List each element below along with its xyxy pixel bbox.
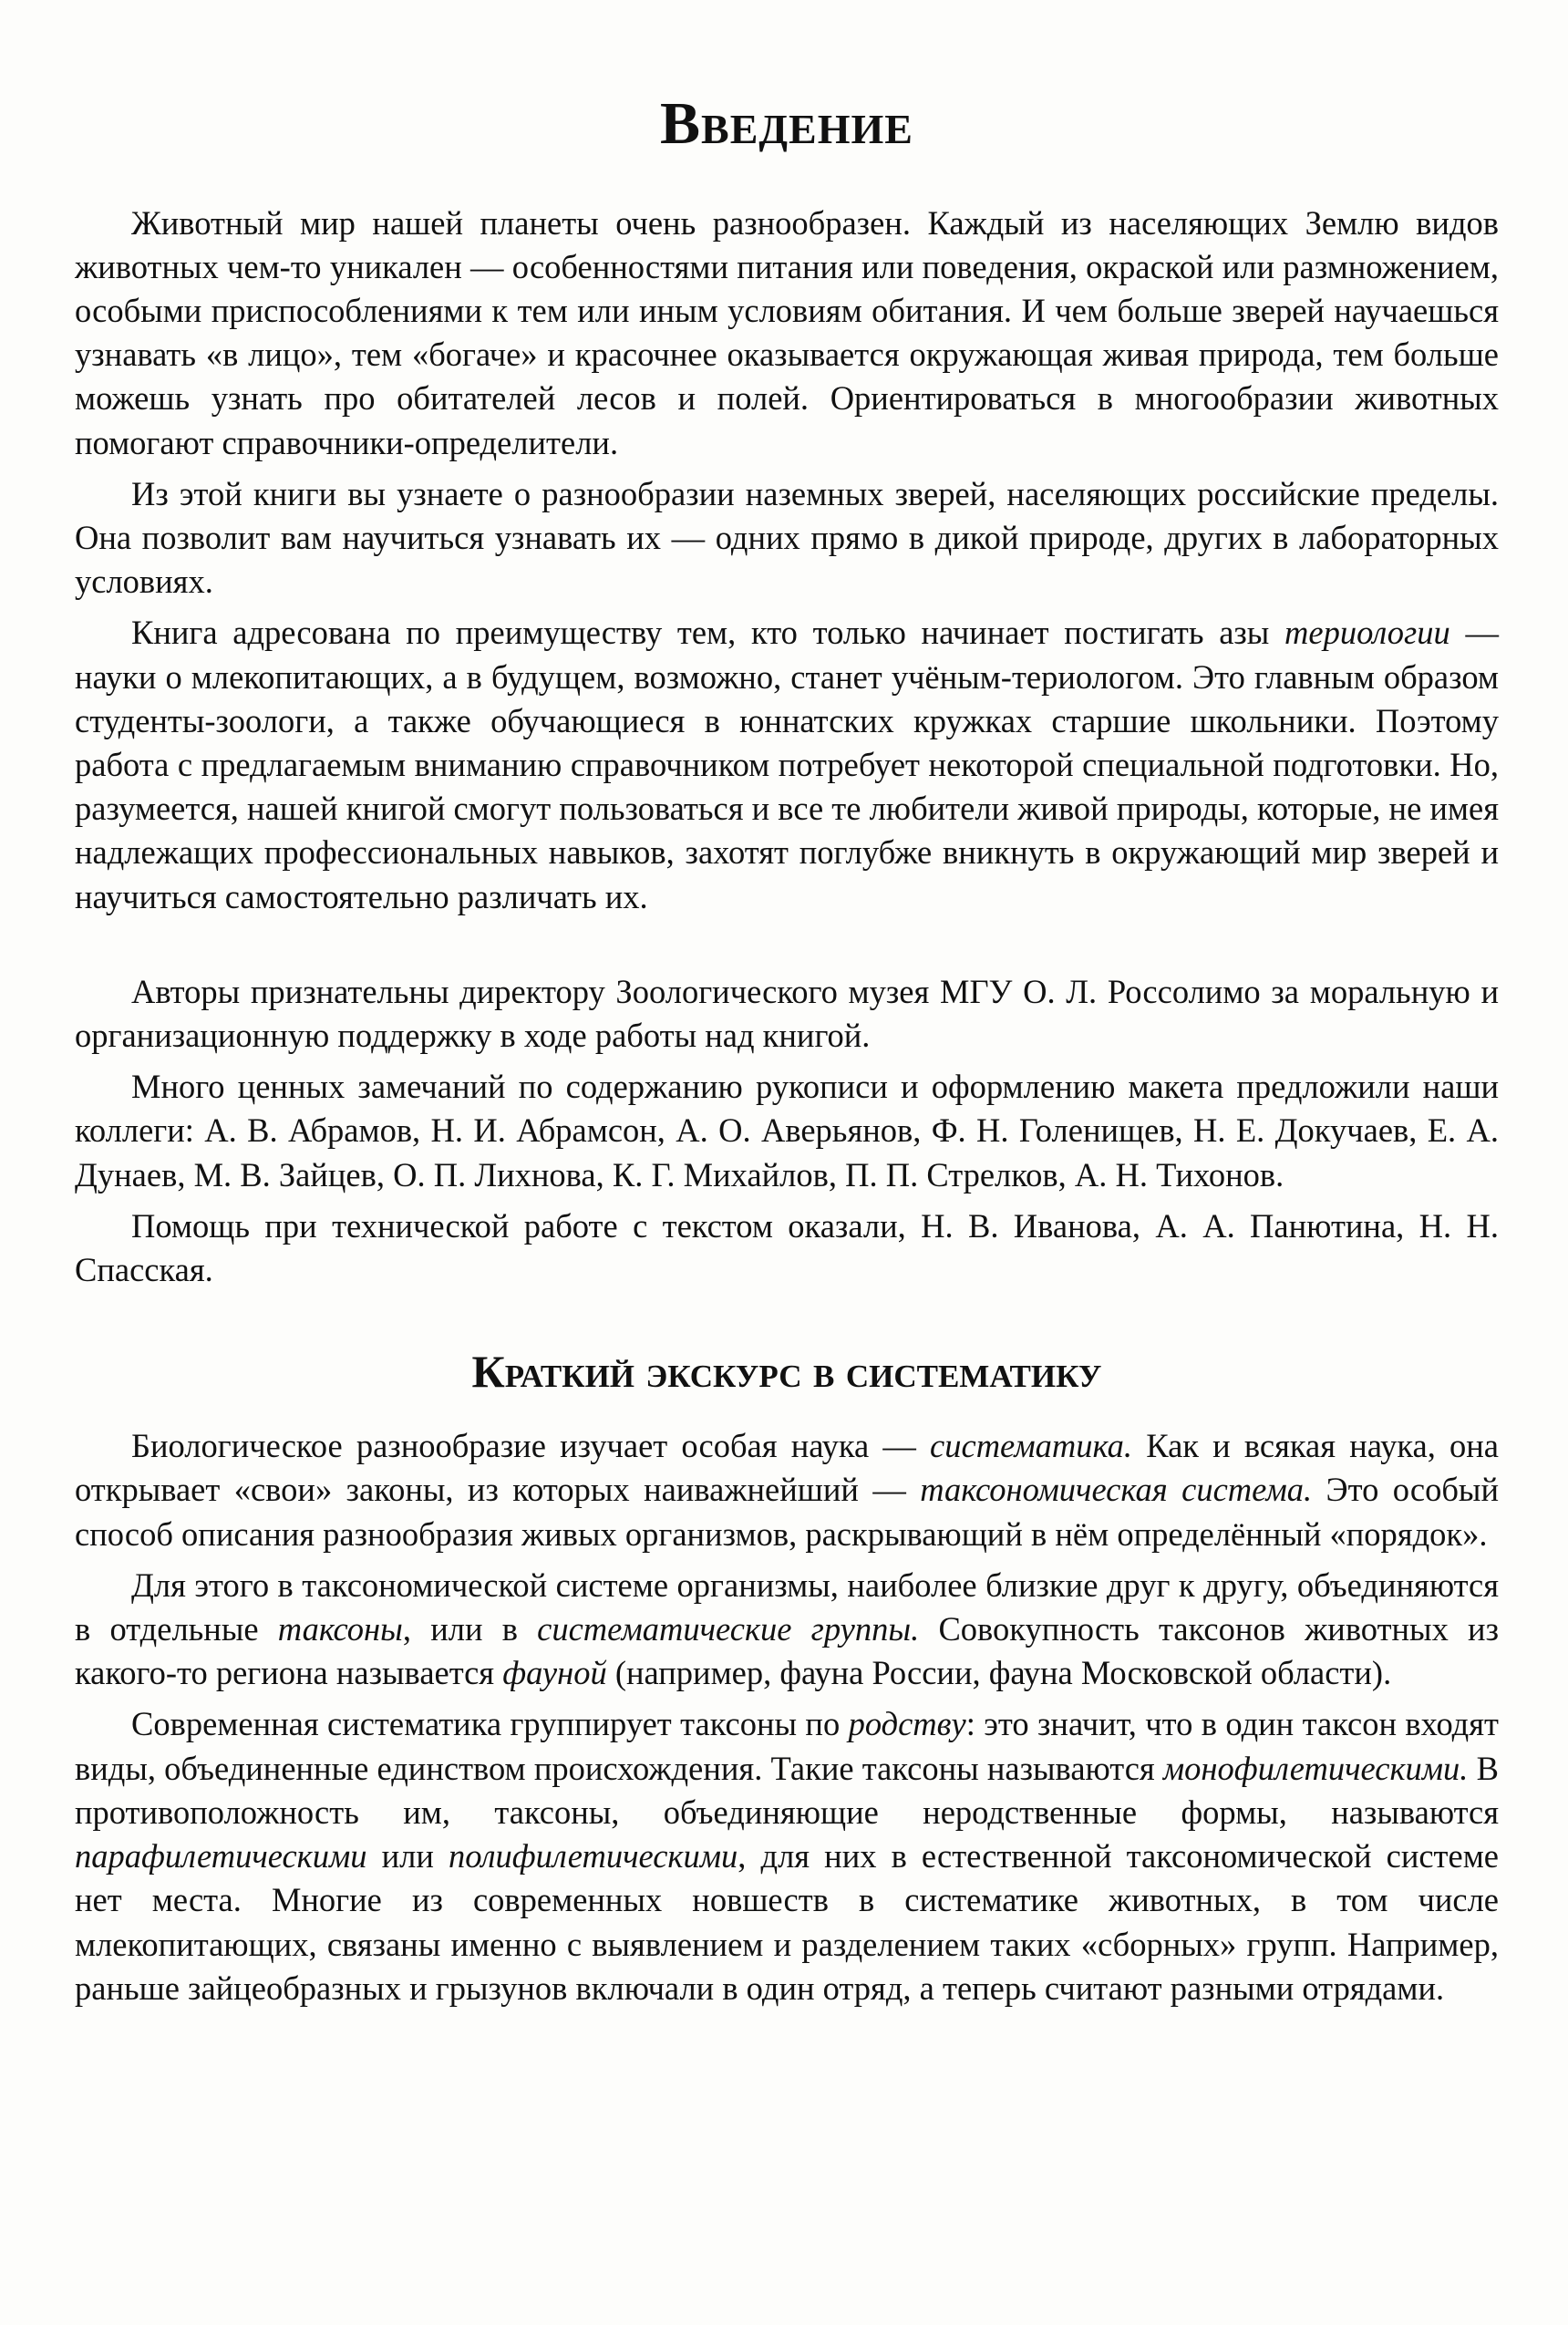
text-run: , для них в естественной таксономической системе нет места. Многие из современных новшеств в систематике животных, в том числе млекопитающих, связаны именно с выявлением и разделением таких «сборных» групп. Например, раньше зайцеобразных и грызунов включали в один отряд, а теперь считают разными отрядами.	[75, 1837, 1500, 2007]
term-kinship: родству	[848, 1705, 966, 1743]
text-run: : это значит, что в один таксон входят виды, объединенные единством происхождения. Такие таксоны называются	[75, 1705, 1499, 1787]
text-run: (например, фауна России, фауна Московской области).	[606, 1654, 1392, 1692]
text-run: Для этого в таксономической системе организмы, наиболее близкие друг к другу, объединяются в отдельные	[75, 1566, 1499, 1648]
text-run: В противоположность им, таксоны, объединяющие неродственные формы, называются	[75, 1749, 1499, 1831]
intro-paragraph-3	[75, 611, 1499, 918]
acknowledgement-paragraph-1: Авторы признательны директору Зоологического музея МГУ О. Л. Россолимо за моральную и организационную поддержку в ходе работы над книгой.	[75, 972, 1499, 1055]
text-run: , или в	[402, 1610, 538, 1648]
term-systematics: систематика.	[930, 1427, 1133, 1465]
term-theriology: териологии	[1284, 614, 1450, 652]
book-page	[75, 91, 1499, 2018]
term-taxonomic-system: таксономическая система.	[920, 1471, 1313, 1509]
intro-paragraph-2: Из этой книги вы узнаете о разнообразии наземных зверей, населяющих российские пределы. Она позволит вам научиться узнавать их — одних прямо в дикой природе, других в лабораторных условиях.	[75, 474, 1499, 601]
systematics-heading: Краткий экскурс в систематику	[471, 1346, 1102, 1398]
systematics-paragraph-2	[75, 1564, 1499, 1696]
term-paraphyletic: парафилетическими	[75, 1837, 367, 1876]
text-run: Совокупность таксонов животных из какого-то региона называется	[75, 1610, 1499, 1692]
acknowledgement-paragraph-2: Много ценных замечаний по содержанию рукописи и оформлению макета предложили наши коллеги: А. В. Абрамов, Н. И. Абрамсон, А. О. Аверьянов, Ф. Н. Голенищев, Н. Е. Докучаев, Е. А. Дунаев, М. В. Зайцев, О. П. Лихнова, К. Г. Михайлов, П. П. Стрелков, А. Н. Тихонов.	[75, 1068, 1499, 1194]
text-run: или	[366, 1837, 449, 1876]
introduction-heading: Введение	[660, 90, 913, 157]
text-run: — науки о млекопитающих, а в будущем, возможно, станет учёным-териологом. Это главным образом студенты-зоологи, а также обучающиеся в юннатских кружках старшие школьники. Поэтому работа с предлагаемым вниманию справочником потребует некоторой специальной подготовки. Но, разумеется, нашей книгой смогут пользоваться и все те любители живой природы, которые, не имея надлежащих профессиональных навыков, захотят поглубже вникнуть в окружающий мир зверей и научиться самостоятельно различать их.	[75, 614, 1500, 915]
text-run: Это особый способ описания разнообразия живых организмов, раскрывающий в нём определённый «порядок».	[75, 1471, 1499, 1553]
systematics-paragraph-3	[75, 1702, 1499, 2010]
text-run: Современная систематика группирует таксоны по	[131, 1705, 849, 1743]
term-taxa: таксоны	[277, 1610, 403, 1648]
term-monophyletic: монофилетическими.	[1162, 1749, 1469, 1787]
term-polyphyletic: полифилетическими	[449, 1837, 738, 1876]
systematics-paragraph-1	[75, 1424, 1499, 1556]
intro-paragraph-1: Животный мир нашей планеты очень разнообразен. Каждый из населяющих Землю видов животных чем-то уникален — особенностями питания или поведения, окраской или размножением, особыми приспособлениями к тем или иным условиям обитания. И чем больше зверей научаешься узнавать «в лицо», тем «богаче» и красочнее оказывается окружающая живая природа, тем больше можешь узнать про обитателей лесов и полей. Ориентироваться в многообразии животных помогают справочники-определители.	[75, 203, 1499, 461]
term-fauna: фауной	[502, 1654, 607, 1692]
text-run: Книга адресована по преимуществу тем, кто только начинает постигать азы	[131, 614, 1285, 652]
text-run: Биологическое разнообразие изучает особая наука —	[131, 1427, 931, 1465]
acknowledgement-paragraph-3: Помощь при технической работе с текстом оказали, Н. В. Иванова, А. А. Панютина, Н. Н. Спасская.	[75, 1206, 1499, 1289]
term-systematic-groups: систематические группы.	[537, 1610, 920, 1648]
text-run: Как и всякая наука, она открывает «свои» законы, из которых наиважнейший —	[75, 1427, 1499, 1509]
